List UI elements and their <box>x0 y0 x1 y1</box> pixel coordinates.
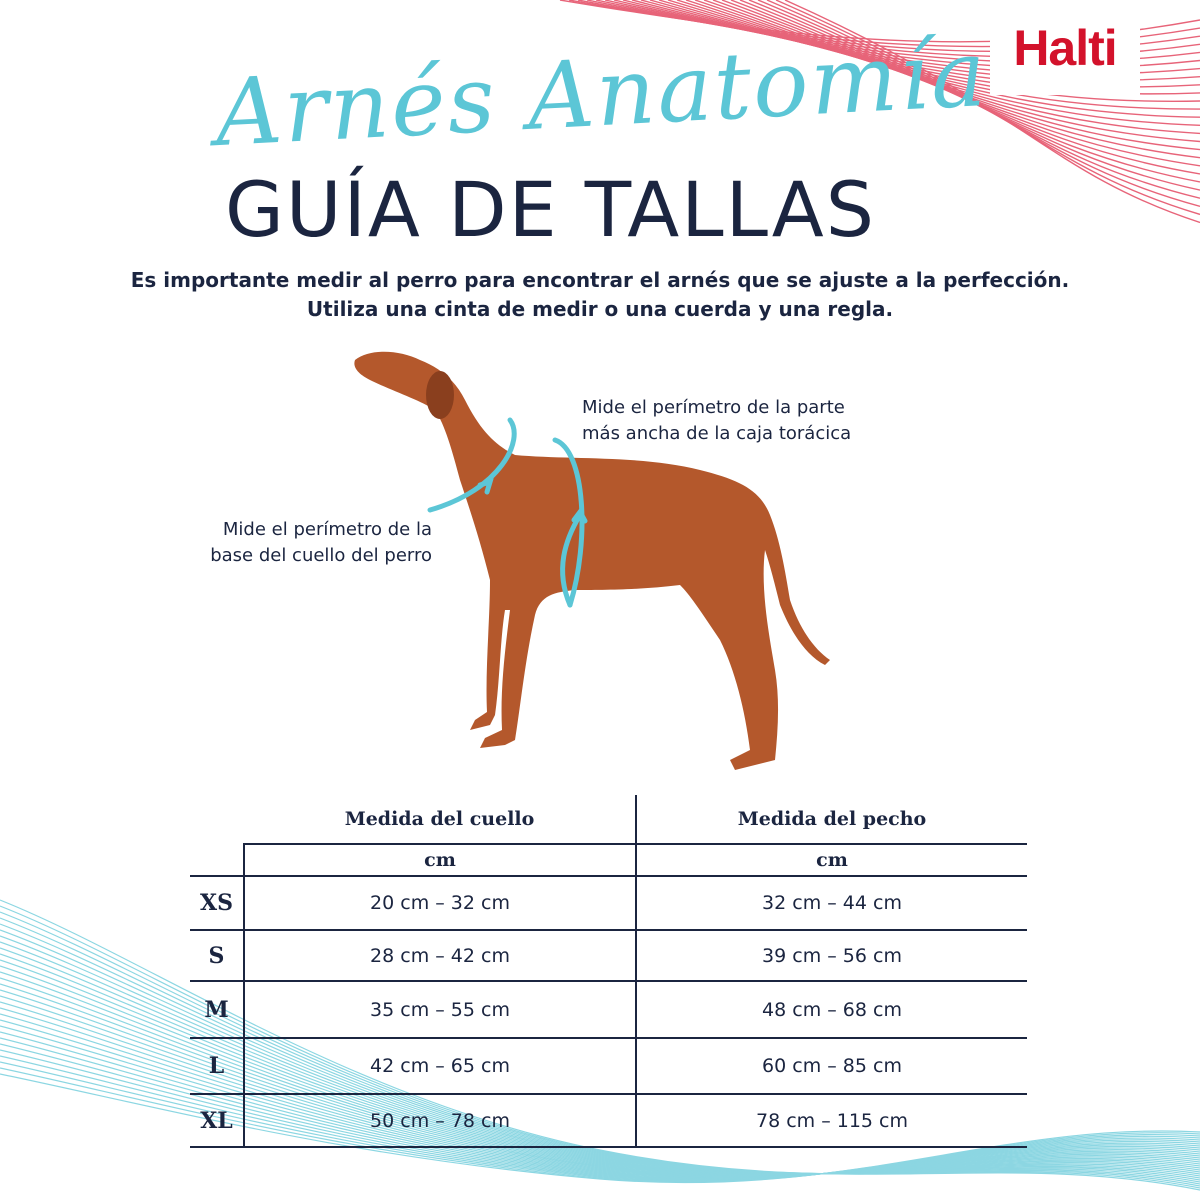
header-neck: Medida del cuello <box>344 808 535 830</box>
table-row <box>190 930 1027 981</box>
unit-chest: cm <box>636 844 1027 876</box>
size-label: L <box>190 1038 244 1094</box>
chest-value: 48 cm – 68 cm <box>636 981 1027 1038</box>
product-script-title: Arnés Anatomía <box>212 19 991 168</box>
table-row <box>190 1094 1027 1147</box>
corner-cell <box>190 844 244 876</box>
size-table <box>190 795 1027 1148</box>
neck-value: 50 cm – 78 cm <box>244 1094 636 1147</box>
page-title: GUÍA DE TALLAS <box>225 165 876 254</box>
logo-text: Halti <box>1013 19 1117 76</box>
size-label: XS <box>190 876 244 930</box>
intro-text <box>0 266 1200 324</box>
corner-cell <box>190 795 244 844</box>
size-label: XL <box>190 1094 244 1147</box>
chest-measure-note <box>582 395 851 447</box>
table-row <box>190 1038 1027 1094</box>
intro-line-1: Es importante medir al perro para encontrar el arnés que se ajuste a la perfección. <box>130 268 1070 292</box>
unit-neck: cm <box>244 844 636 876</box>
chest-value: 32 cm – 44 cm <box>636 876 1027 930</box>
size-label: S <box>190 930 244 981</box>
neck-value: 42 cm – 65 cm <box>244 1038 636 1094</box>
header-chest: Medida del pecho <box>636 795 1027 844</box>
neck-value: 20 cm – 32 cm <box>244 876 636 930</box>
neck-note-line-2: base del cuello del perro <box>210 545 432 566</box>
chest-value: 78 cm – 115 cm <box>636 1094 1027 1147</box>
neck-value: 28 cm – 42 cm <box>244 930 636 981</box>
neck-note-line-1: Mide el perímetro de la <box>222 519 432 540</box>
table-row <box>190 981 1027 1038</box>
size-label: M <box>190 981 244 1038</box>
intro-line-2: Utiliza una cinta de medir o una cuerda y una regla. <box>306 297 894 321</box>
chest-note-line-2: más ancha de la caja torácica <box>582 423 852 444</box>
neck-measure-note <box>150 517 432 569</box>
table-row <box>190 876 1027 930</box>
chest-value: 60 cm – 85 cm <box>636 1038 1027 1094</box>
halti-logo <box>990 0 1140 95</box>
chest-value: 39 cm – 56 cm <box>636 930 1027 981</box>
chest-note-line-1: Mide el perímetro de la parte <box>582 397 845 418</box>
neck-value: 35 cm – 55 cm <box>244 981 636 1038</box>
